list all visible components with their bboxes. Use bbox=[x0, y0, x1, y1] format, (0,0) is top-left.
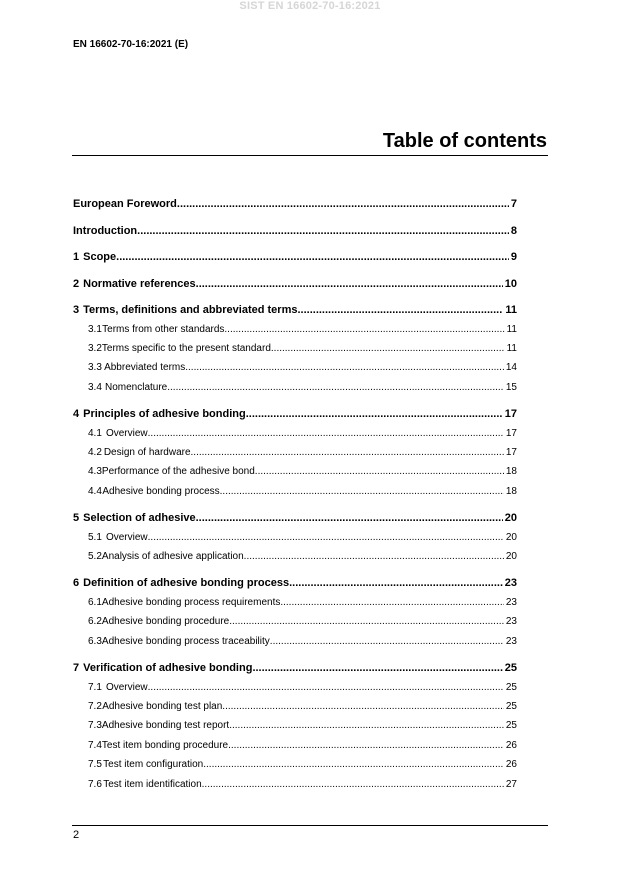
page-number: 2 bbox=[73, 829, 80, 841]
toc-subentry[interactable] bbox=[73, 532, 517, 551]
toc-leader-dots bbox=[167, 382, 504, 393]
toc-entry-number: 7.1 bbox=[88, 681, 102, 693]
toc-entry-page: 18 bbox=[505, 466, 517, 478]
toc-entry[interactable] bbox=[73, 278, 517, 298]
toc-entry-label: European Foreword bbox=[73, 198, 177, 210]
toc-entry-label: Test item bonding procedure bbox=[101, 739, 229, 751]
toc-entry-number: 7.3 bbox=[88, 720, 102, 732]
toc-entry-number: 5.1 bbox=[88, 531, 102, 543]
toc-entry-label: Terms, definitions and abbreviated terms bbox=[83, 304, 298, 316]
toc-entry-label: Nomenclature bbox=[104, 381, 168, 393]
toc-subentry[interactable] bbox=[73, 682, 517, 701]
toc-entry-label: Overview bbox=[105, 531, 148, 543]
toc-subentry[interactable] bbox=[73, 447, 517, 466]
toc-leader-dots bbox=[280, 597, 504, 608]
toc-entry-page: 25 bbox=[504, 662, 517, 675]
toc-subentry[interactable] bbox=[73, 720, 517, 739]
toc-entry-number: 6.3 bbox=[88, 635, 102, 647]
toc-entry-page: 7 bbox=[510, 198, 517, 210]
toc-entry-label: Scope bbox=[83, 251, 117, 263]
toc-entry-page: 26 bbox=[505, 739, 517, 751]
toc-entry-number: 7.2 bbox=[88, 700, 102, 712]
toc-entry-page: 11 bbox=[506, 342, 517, 354]
toc-entry-page: 11 bbox=[506, 323, 517, 335]
toc-leader-dots bbox=[191, 447, 504, 458]
toc-entry-label: Overview bbox=[105, 681, 148, 693]
toc-entry-label: Overview bbox=[105, 427, 148, 439]
toc-subentry[interactable] bbox=[73, 486, 517, 505]
toc-entry-number: 3.4 bbox=[88, 381, 102, 393]
footer-divider bbox=[72, 825, 548, 826]
toc-leader-dots bbox=[203, 759, 504, 770]
toc-leader-dots bbox=[185, 362, 504, 373]
toc-entry-number: 4.3 bbox=[88, 466, 102, 478]
toc-leader-dots bbox=[137, 225, 509, 237]
toc-entry-label: Normative references bbox=[83, 277, 196, 290]
toc-entry-page: 23 bbox=[504, 577, 517, 590]
toc-leader-dots bbox=[271, 343, 505, 354]
watermark: SIST EN 16602-70-16:2021 bbox=[239, 0, 381, 12]
toc-leader-dots bbox=[244, 551, 504, 562]
toc-entry-page: 23 bbox=[505, 635, 517, 647]
toc-leader-dots bbox=[196, 278, 503, 290]
toc-entry-page: 23 bbox=[505, 616, 517, 628]
document-id: EN 16602-70-16:2021 (E) bbox=[73, 39, 189, 50]
toc-leader-dots bbox=[246, 408, 503, 420]
toc-entry-page: 8 bbox=[510, 224, 517, 237]
toc-entry-number: 4.4 bbox=[88, 485, 102, 497]
toc-entry-page: 17 bbox=[504, 408, 517, 421]
page-title: Table of contents bbox=[382, 130, 547, 152]
toc-entry-number: 7.6 bbox=[88, 778, 102, 790]
toc-entry-label: Performance of the adhesive bond bbox=[101, 466, 255, 478]
toc-entry-label: Definition of adhesive bonding process bbox=[83, 577, 290, 590]
toc-leader-dots bbox=[229, 616, 504, 627]
toc-subentry[interactable] bbox=[73, 324, 517, 343]
toc-entry-label: Test item configuration bbox=[103, 759, 204, 771]
toc-entry-page: 9 bbox=[510, 251, 517, 263]
toc-subentry[interactable] bbox=[73, 343, 517, 362]
toc-subentry[interactable] bbox=[73, 466, 517, 485]
toc-subentry[interactable] bbox=[73, 701, 517, 720]
toc-entry-number: 3.2 bbox=[88, 342, 102, 354]
toc-entry-page: 10 bbox=[504, 277, 517, 290]
toc-subentry[interactable] bbox=[73, 362, 517, 381]
toc-entry-number: 6.1 bbox=[88, 596, 102, 608]
toc-entry-number: 2 bbox=[73, 277, 80, 290]
toc-entry-number: 3.1 bbox=[88, 323, 102, 335]
toc-entry-label: Terms from other standards bbox=[102, 323, 225, 335]
toc-leader-dots bbox=[252, 662, 502, 674]
toc-leader-dots bbox=[148, 428, 504, 439]
toc-entry-page: 20 bbox=[505, 531, 517, 543]
toc-entry-label: Introduction bbox=[73, 224, 138, 237]
toc-entry-label: Adhesive bonding process requirements bbox=[101, 596, 281, 608]
toc-leader-dots bbox=[224, 324, 504, 335]
toc-subentry[interactable] bbox=[73, 616, 517, 635]
toc-leader-dots bbox=[196, 512, 503, 524]
toc-entry[interactable] bbox=[73, 408, 517, 428]
toc-entry[interactable] bbox=[73, 577, 517, 597]
toc-subentry[interactable] bbox=[73, 597, 517, 616]
toc-entry-page: 25 bbox=[505, 700, 517, 712]
toc-entry[interactable] bbox=[73, 304, 517, 324]
toc-entry-number: 5 bbox=[73, 512, 80, 525]
toc-entry-number: 4 bbox=[73, 408, 80, 421]
toc-entry-label: Adhesive bonding test report bbox=[101, 720, 230, 732]
toc-leader-dots bbox=[289, 577, 503, 589]
toc-entry-label: Adhesive bonding procedure bbox=[101, 616, 230, 628]
toc-entry-number: 5.2 bbox=[88, 551, 102, 563]
toc-leader-dots bbox=[222, 701, 504, 712]
toc-entry-number: 3 bbox=[73, 304, 80, 316]
toc-entry-number: 3.3 bbox=[88, 362, 102, 374]
toc-entry-page: 15 bbox=[505, 381, 517, 393]
toc-entry-number: 4.1 bbox=[88, 427, 102, 439]
toc-entry[interactable] bbox=[73, 662, 517, 682]
toc-subentry[interactable] bbox=[73, 551, 517, 570]
toc-leader-dots bbox=[297, 304, 503, 316]
toc-entry-number: 6 bbox=[73, 577, 80, 590]
toc-subentry[interactable] bbox=[73, 759, 517, 778]
toc-leader-dots bbox=[228, 740, 504, 751]
toc-entry-label: Adhesive bonding process traceability bbox=[101, 635, 270, 647]
toc-leader-dots bbox=[255, 466, 504, 477]
toc-entry-label: Abbreviated terms bbox=[104, 362, 186, 374]
toc-entry-label: Adhesive bonding test plan bbox=[102, 700, 223, 712]
toc-leader-dots bbox=[148, 682, 504, 693]
table-of-contents bbox=[73, 198, 517, 798]
toc-entry-page: 17 bbox=[505, 446, 517, 458]
toc-entry-number: 1 bbox=[73, 251, 80, 263]
toc-entry[interactable] bbox=[73, 225, 517, 245]
toc-entry-label: Analysis of adhesive application bbox=[101, 551, 244, 563]
toc-entry-page: 27 bbox=[505, 778, 517, 790]
toc-entry-label: Verification of adhesive bonding bbox=[83, 662, 253, 675]
toc-entry-page: 20 bbox=[504, 512, 517, 525]
toc-subentry[interactable] bbox=[73, 428, 517, 447]
toc-entry-label: Test item identification bbox=[103, 778, 202, 790]
toc-entry-number: 7.5 bbox=[88, 759, 102, 771]
toc-subentry[interactable] bbox=[73, 740, 517, 759]
toc-entry-number: 7 bbox=[73, 662, 80, 675]
toc-leader-dots bbox=[220, 486, 504, 497]
toc-entry[interactable] bbox=[73, 251, 517, 271]
toc-leader-dots bbox=[148, 532, 504, 543]
toc-entry-page: 18 bbox=[505, 485, 517, 497]
toc-subentry[interactable] bbox=[73, 779, 517, 798]
toc-subentry[interactable] bbox=[73, 382, 517, 401]
toc-entry-label: Adhesive bonding process bbox=[102, 485, 220, 497]
toc-leader-dots bbox=[116, 251, 509, 263]
toc-entry-number: 4.2 bbox=[88, 446, 102, 458]
toc-entry-number: 6.2 bbox=[88, 616, 102, 628]
toc-entry-page: 17 bbox=[505, 427, 517, 439]
toc-entry[interactable] bbox=[73, 198, 517, 218]
toc-entry-page: 25 bbox=[505, 720, 517, 732]
toc-entry-page: 20 bbox=[505, 551, 517, 563]
toc-entry-label: Terms specific to the present standard bbox=[101, 342, 271, 354]
toc-entry-number: 7.4 bbox=[88, 739, 102, 751]
toc-subentry[interactable] bbox=[73, 636, 517, 655]
toc-entry-label: Principles of adhesive bonding bbox=[83, 408, 246, 421]
toc-leader-dots bbox=[202, 779, 504, 790]
toc-leader-dots bbox=[177, 198, 509, 210]
title-divider bbox=[72, 155, 548, 156]
toc-entry-label: Selection of adhesive bbox=[83, 512, 196, 525]
toc-entry-page: 11 bbox=[505, 304, 517, 316]
toc-entry-page: 25 bbox=[505, 681, 517, 693]
toc-entry-page: 26 bbox=[505, 759, 517, 771]
toc-entry[interactable] bbox=[73, 512, 517, 532]
toc-entry-page: 14 bbox=[505, 362, 517, 374]
toc-entry-page: 23 bbox=[505, 596, 517, 608]
toc-leader-dots bbox=[229, 720, 504, 731]
toc-leader-dots bbox=[270, 636, 504, 647]
toc-entry-label: Design of hardware bbox=[103, 446, 191, 458]
